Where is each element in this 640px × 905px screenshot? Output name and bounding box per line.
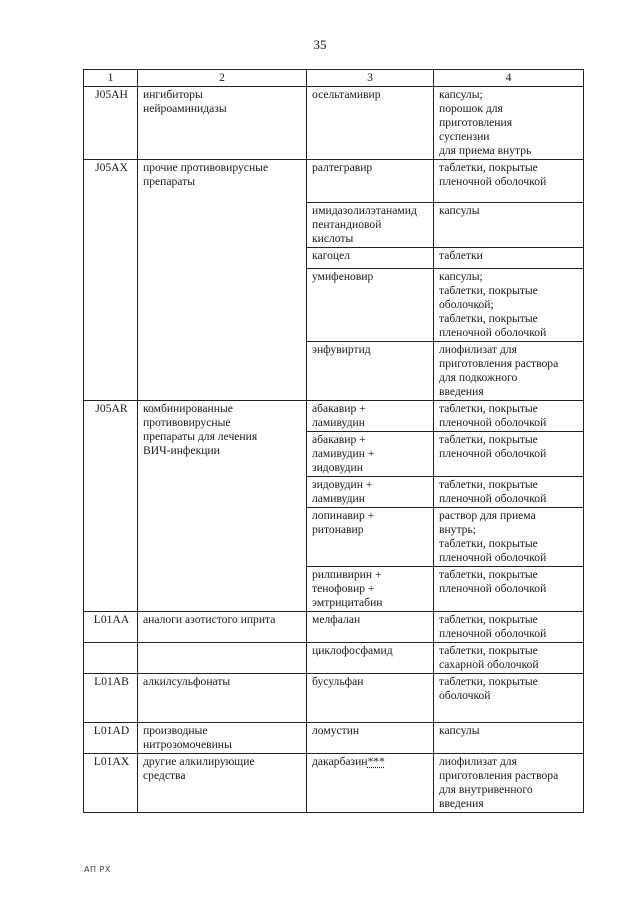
drug-name: циклофосфамид — [307, 643, 434, 674]
atc-code: J05AH — [84, 87, 138, 160]
group-name: комбинированные противовирусные препараты для лечения ВИЧ-инфекции — [138, 401, 307, 612]
table-row — [84, 87, 584, 160]
dosage-form: капсулы; порошок для приготовления суспензии для приема внутрь — [434, 87, 584, 160]
drug-name: дакарбазин — [312, 755, 368, 768]
drug-name: осельтамивир — [307, 87, 434, 160]
table-row — [84, 612, 584, 643]
dosage-form: таблетки, покрытые пленочной оболочкой — [434, 401, 584, 432]
dosage-form: таблетки, покрытые сахарной оболочкой — [434, 643, 584, 674]
dosage-form: таблетки — [434, 248, 584, 269]
table-row — [84, 754, 584, 813]
table-row — [84, 674, 584, 723]
dosage-form: таблетки, покрытые пленочной оболочкой — [434, 160, 584, 203]
drug-name: ралтегравир — [307, 160, 434, 203]
dosage-form: капсулы — [434, 723, 584, 754]
dosage-form: капсулы — [434, 203, 584, 248]
drug-name: зидовудин + ламивудин — [307, 477, 434, 508]
drug-name: абакавир + ламивудин — [307, 401, 434, 432]
dosage-form: таблетки, покрытые пленочной оболочкой — [434, 567, 584, 612]
dosage-form: таблетки, покрытые оболочкой — [434, 674, 584, 723]
dosage-form: лиофилизат для приготовления раствора для подкожного введения — [434, 342, 584, 401]
column-header-2: 2 — [138, 70, 307, 87]
footer-mark: АП РХ — [84, 865, 111, 874]
group-name: ингибиторы нейроаминидазы — [138, 87, 307, 160]
drug-footnote-mark: *** — [367, 755, 385, 768]
table-row — [84, 723, 584, 754]
group-name: аналоги азотистого иприта — [138, 612, 307, 643]
drug-name-cell — [307, 754, 434, 813]
dosage-form: лиофилизат для приготовления раствора для внутривенного введения — [434, 754, 584, 813]
column-header-4: 4 — [434, 70, 584, 87]
drug-table — [83, 69, 584, 813]
group-name: прочие противовирусные препараты — [138, 160, 307, 401]
drug-name: мелфалан — [307, 612, 434, 643]
dosage-form: капсулы; таблетки, покрытые оболочкой; таблетки, покрытые пленочной оболочкой — [434, 269, 584, 342]
atc-code: L01AA — [84, 612, 138, 643]
dosage-form: раствор для приема внутрь; таблетки, покрытые пленочной оболочкой — [434, 508, 584, 567]
group-name: другие алкилирующие средства — [138, 754, 307, 813]
atc-code: L01AX — [84, 754, 138, 813]
drug-name: бусульфан — [307, 674, 434, 723]
atc-code — [84, 643, 138, 674]
column-header-3: 3 — [307, 70, 434, 87]
group-name: производные нитрозомочевины — [138, 723, 307, 754]
dosage-form: таблетки, покрытые пленочной оболочкой — [434, 612, 584, 643]
group-name — [138, 643, 307, 674]
table-row — [84, 160, 584, 203]
drug-name: рилпивирин + тенофовир + эмтрицитабин — [307, 567, 434, 612]
drug-name: умифеновир — [307, 269, 434, 342]
dosage-form: таблетки, покрытые пленочной оболочкой — [434, 432, 584, 477]
table-row — [84, 401, 584, 432]
atc-code: J05AR — [84, 401, 138, 612]
table-header-row — [84, 70, 584, 87]
drug-name: кагоцел — [307, 248, 434, 269]
drug-name: ломустин — [307, 723, 434, 754]
drug-name: лопинавир + ритонавир — [307, 508, 434, 567]
atc-code: J05AX — [84, 160, 138, 401]
column-header-1: 1 — [84, 70, 138, 87]
dosage-form: таблетки, покрытые пленочной оболочкой — [434, 477, 584, 508]
group-name: алкилсульфонаты — [138, 674, 307, 723]
atc-code: L01AD — [84, 723, 138, 754]
table-row — [84, 643, 584, 674]
drug-name: имидазолилэтанамид пентандиовой кислоты — [307, 203, 434, 248]
drug-name: абакавир + ламивудин + зидовудин — [307, 432, 434, 477]
atc-code: L01AB — [84, 674, 138, 723]
drug-name: энфувиртид — [307, 342, 434, 401]
page-number: 35 — [313, 37, 327, 52]
